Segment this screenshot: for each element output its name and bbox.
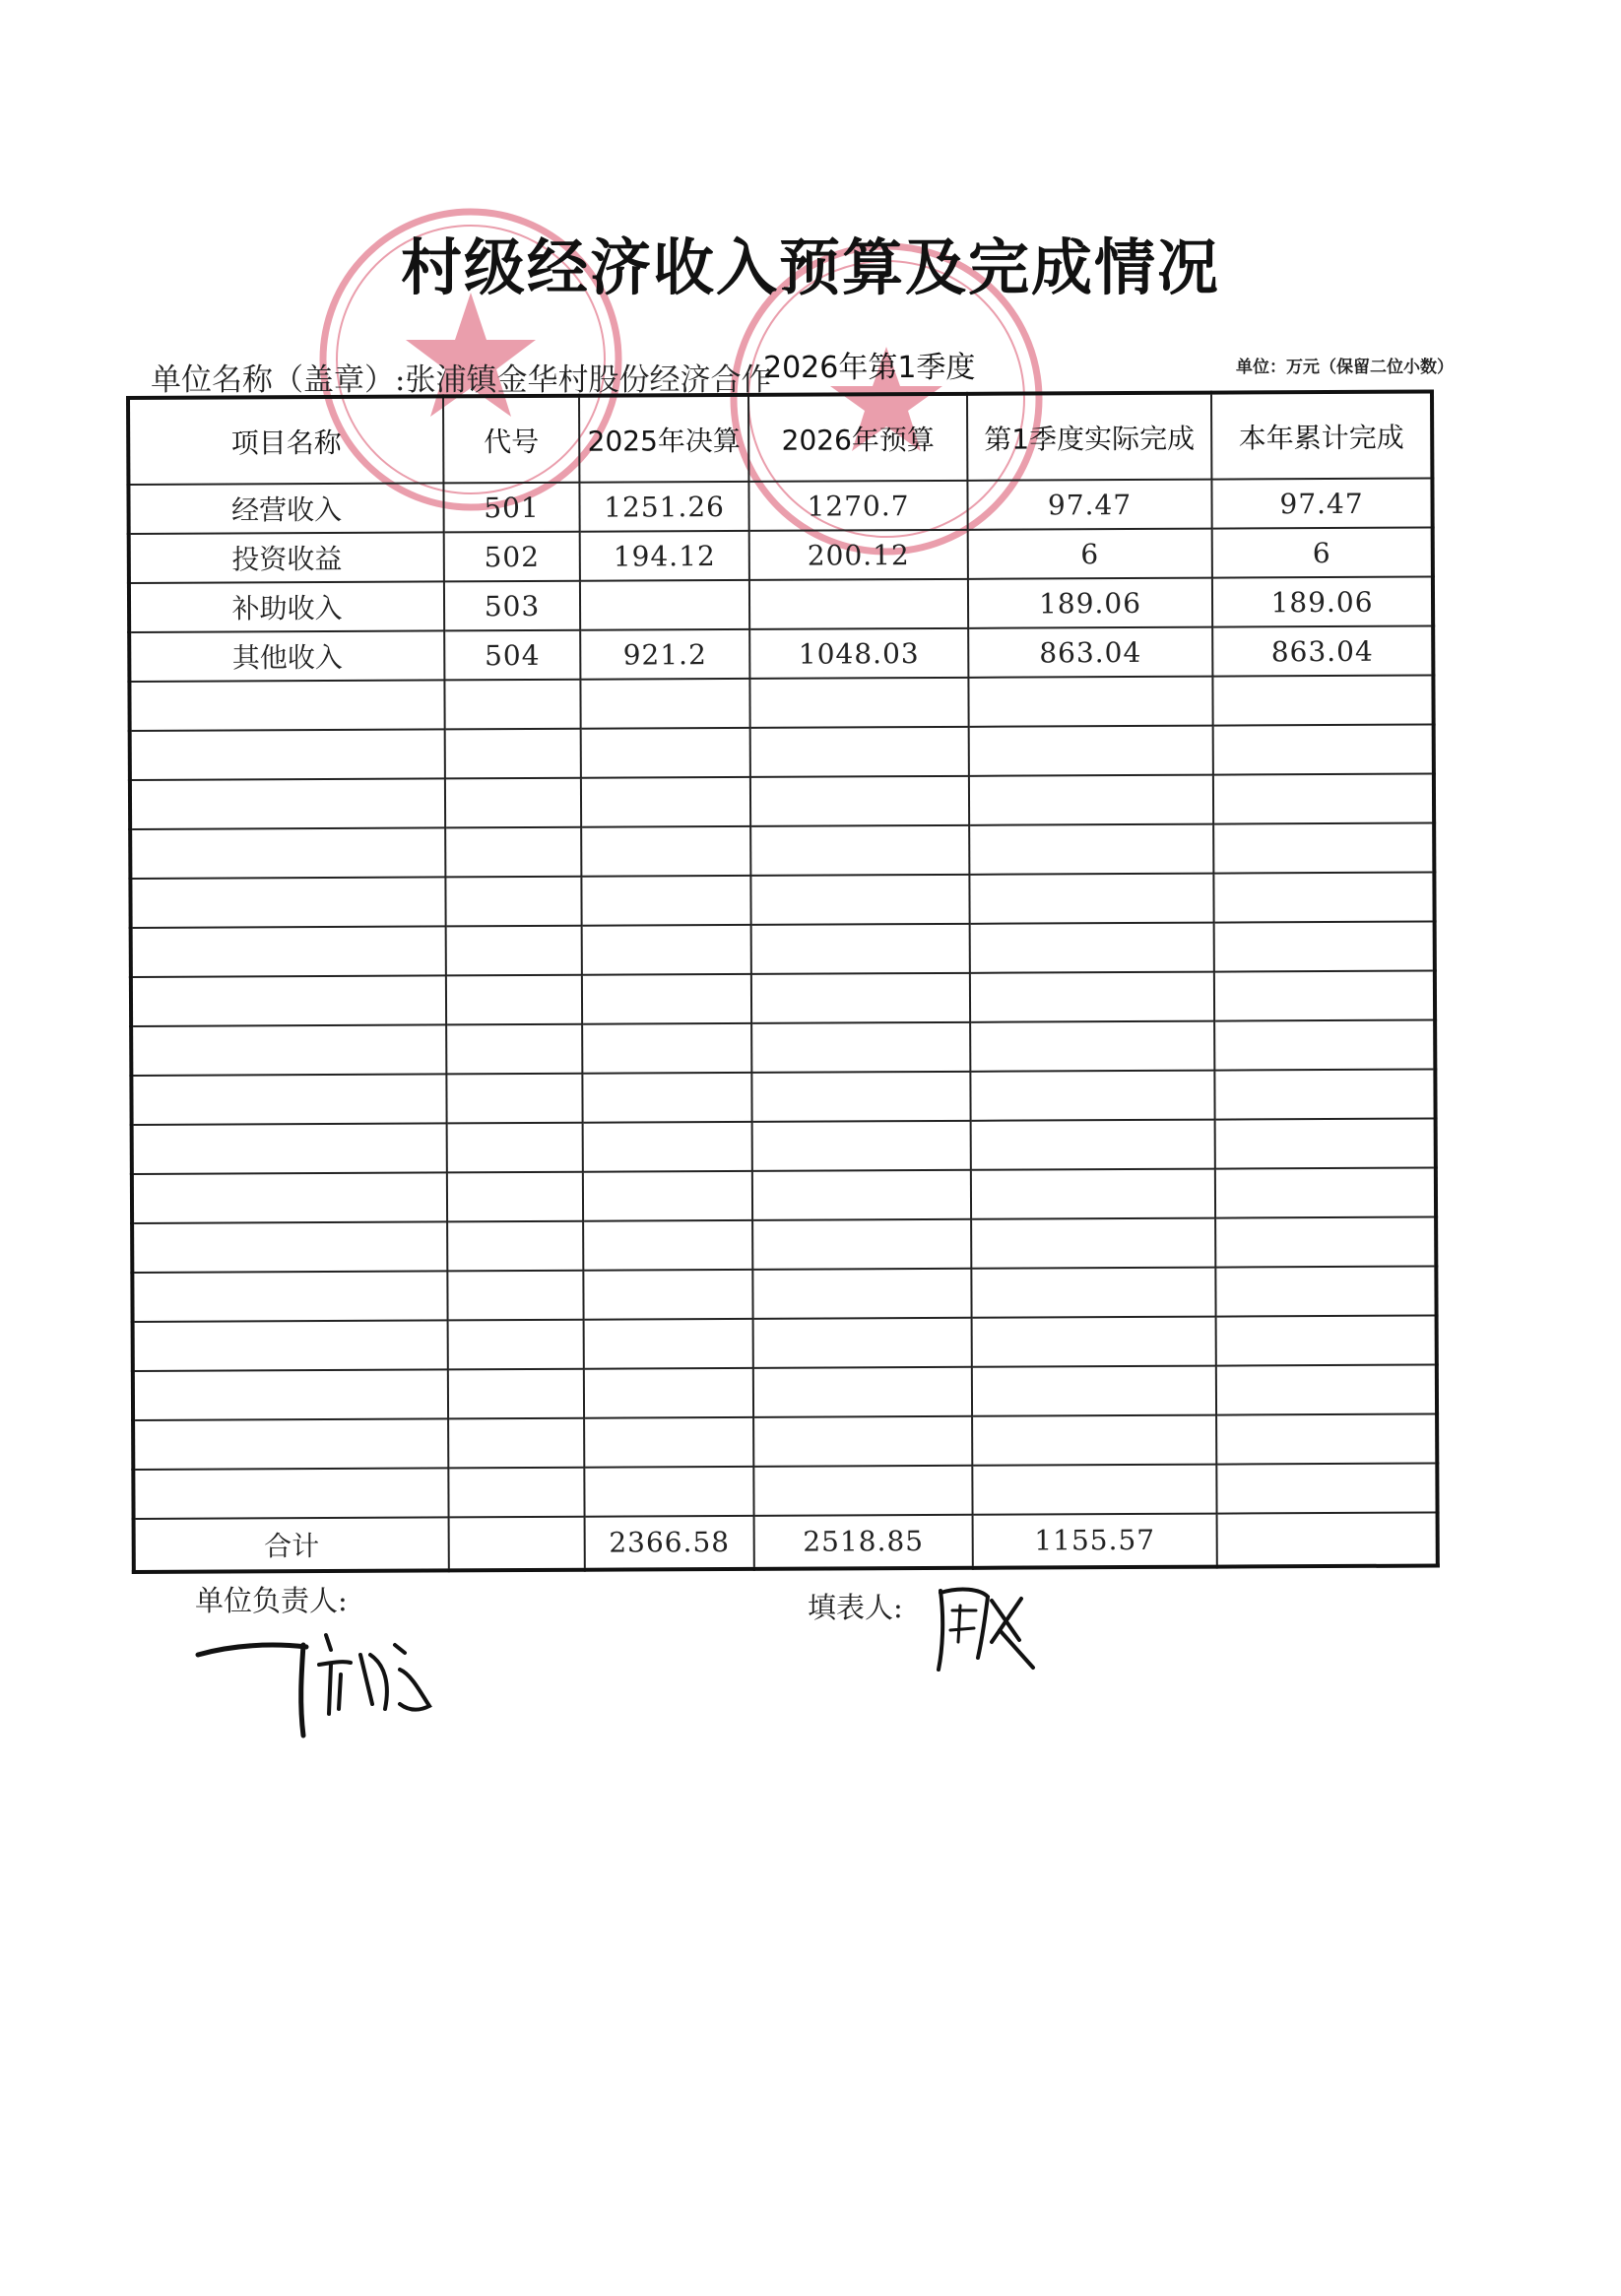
empty-cell	[130, 778, 445, 829]
empty-cell	[132, 1271, 447, 1322]
total-label: 合计	[134, 1517, 449, 1572]
empty-cell	[972, 1415, 1216, 1466]
header-budget-2026: 2026年预算	[748, 394, 967, 482]
header-final-2025: 2025年决算	[579, 395, 748, 483]
table-header-row	[128, 392, 1432, 485]
empty-cell	[581, 826, 750, 877]
table-row	[128, 479, 1432, 534]
final-2025: 921.2	[580, 629, 749, 680]
empty-cell	[582, 974, 751, 1024]
empty-table-row	[131, 1070, 1435, 1125]
empty-cell	[448, 1369, 584, 1419]
empty-cell	[131, 975, 446, 1026]
empty-cell	[1216, 1316, 1437, 1366]
ytd-total: 189.06	[1212, 577, 1433, 627]
ytd-total: 6	[1212, 528, 1433, 578]
unit-head-label: 单位负责人:	[195, 1584, 348, 1617]
empty-cell	[969, 775, 1213, 825]
header-q1-actual: 第1季度实际完成	[967, 393, 1211, 481]
empty-table-row	[133, 1464, 1437, 1519]
item-code: 503	[444, 581, 580, 631]
empty-cell	[752, 1219, 971, 1270]
empty-cell	[584, 1467, 753, 1517]
ytd-total: 863.04	[1212, 626, 1433, 677]
empty-cell	[448, 1468, 584, 1518]
empty-cell	[1214, 922, 1435, 972]
empty-cell	[584, 1319, 753, 1369]
empty-cell	[583, 1122, 752, 1172]
empty-cell	[969, 824, 1213, 875]
empty-cell	[129, 680, 444, 731]
empty-cell	[131, 1074, 446, 1125]
empty-cell	[584, 1368, 753, 1418]
empty-cell	[751, 1072, 970, 1122]
empty-cell	[132, 1172, 447, 1223]
empty-cell	[446, 975, 582, 1025]
empty-cell	[1213, 823, 1434, 874]
empty-table-row	[130, 725, 1434, 780]
empty-cell	[582, 1073, 751, 1123]
empty-table-row	[133, 1414, 1437, 1470]
empty-table-row	[132, 1168, 1436, 1223]
empty-cell	[133, 1369, 448, 1420]
item-name: 投资收益	[129, 532, 444, 583]
empty-cell	[1215, 1217, 1436, 1268]
empty-table-row	[132, 1217, 1436, 1273]
budget-2026: 1048.03	[749, 628, 968, 679]
empty-cell	[583, 1270, 752, 1320]
q1-actual: 97.47	[967, 480, 1211, 530]
unit-name: 单位名称（盖章）:张浦镇金华村股份经济合作	[151, 362, 772, 398]
empty-cell	[131, 1024, 446, 1076]
empty-cell	[581, 728, 750, 778]
empty-cell	[753, 1318, 972, 1368]
empty-cell	[968, 677, 1212, 727]
final-2025	[580, 580, 749, 630]
empty-table-row	[129, 676, 1433, 731]
empty-cell	[1214, 1020, 1435, 1071]
empty-cell	[751, 973, 970, 1023]
table-row	[129, 528, 1433, 583]
empty-cell	[132, 1123, 447, 1174]
item-code: 504	[444, 630, 580, 681]
empty-table-row	[131, 1020, 1435, 1076]
empty-cell	[581, 876, 750, 926]
empty-cell	[750, 825, 969, 876]
empty-cell	[581, 777, 750, 827]
empty-cell	[1215, 1267, 1436, 1317]
empty-cell	[753, 1367, 972, 1417]
empty-table-row	[131, 971, 1435, 1026]
empty-cell	[1216, 1414, 1437, 1465]
empty-cell	[583, 1171, 752, 1221]
empty-table-row	[131, 922, 1435, 977]
empty-cell	[750, 875, 969, 925]
empty-cell	[970, 972, 1214, 1022]
item-code: 502	[444, 532, 580, 582]
empty-cell	[970, 923, 1214, 973]
empty-cell	[972, 1465, 1216, 1515]
empty-cell	[1215, 1168, 1436, 1218]
total-q1-actual: 1155.57	[973, 1514, 1217, 1568]
total-ytd	[1217, 1513, 1438, 1567]
empty-table-row	[132, 1267, 1436, 1322]
empty-cell	[130, 729, 445, 780]
item-code: 501	[443, 483, 579, 533]
empty-table-row	[130, 873, 1434, 928]
ytd-total: 97.47	[1211, 479, 1432, 529]
header-item-name: 项目名称	[128, 396, 443, 485]
empty-cell	[1215, 1119, 1436, 1169]
empty-cell	[970, 1071, 1214, 1121]
table-total-row	[134, 1513, 1438, 1572]
empty-table-row	[133, 1316, 1437, 1371]
empty-cell	[447, 1221, 583, 1272]
empty-cell	[583, 1220, 752, 1271]
empty-cell	[447, 1123, 583, 1173]
empty-cell	[750, 727, 969, 777]
empty-cell	[130, 827, 445, 879]
reporting-period: 2026年第1季度	[763, 351, 976, 385]
budget-2026: 200.12	[749, 530, 968, 580]
budget-2026	[749, 579, 968, 629]
empty-cell	[445, 877, 581, 927]
empty-cell	[753, 1466, 972, 1516]
empty-table-row	[130, 774, 1434, 829]
preparer-label: 填表人:	[808, 1591, 903, 1624]
budget-table-wrap	[126, 390, 1436, 1568]
empty-cell	[971, 1169, 1215, 1219]
empty-cell	[1213, 873, 1434, 923]
empty-cell	[133, 1320, 448, 1371]
empty-cell	[972, 1366, 1216, 1416]
empty-cell	[444, 680, 580, 730]
q1-actual: 863.04	[968, 627, 1212, 678]
empty-cell	[751, 1022, 970, 1073]
empty-table-row	[130, 823, 1434, 879]
empty-cell	[753, 1416, 972, 1467]
empty-cell	[132, 1221, 447, 1273]
empty-cell	[446, 926, 582, 976]
empty-cell	[580, 679, 749, 729]
empty-cell	[133, 1418, 448, 1470]
table-row	[129, 577, 1433, 632]
empty-cell	[749, 678, 968, 728]
empty-table-row	[133, 1365, 1437, 1420]
empty-cell	[752, 1170, 971, 1220]
empty-cell	[582, 1023, 751, 1074]
header-code: 代号	[443, 396, 579, 484]
empty-cell	[1212, 676, 1433, 726]
budget-2026: 1270.7	[748, 481, 967, 531]
empty-cell	[1216, 1464, 1437, 1514]
empty-cell	[446, 1074, 582, 1124]
empty-cell	[131, 926, 446, 977]
total-budget-2026: 2518.85	[754, 1515, 973, 1569]
empty-cell	[448, 1418, 584, 1469]
empty-cell	[446, 1024, 582, 1075]
empty-cell	[1213, 725, 1434, 775]
preparer-signature	[931, 1571, 1039, 1679]
empty-cell	[445, 827, 581, 878]
empty-cell	[969, 874, 1213, 924]
item-name: 经营收入	[128, 483, 443, 534]
empty-cell	[969, 726, 1213, 776]
empty-cell	[447, 1172, 583, 1222]
empty-cell	[445, 729, 581, 779]
empty-cell	[971, 1268, 1215, 1318]
empty-cell	[972, 1317, 1216, 1367]
empty-cell	[1213, 774, 1434, 824]
q1-actual: 189.06	[968, 578, 1212, 628]
empty-cell	[971, 1120, 1215, 1170]
empty-cell	[133, 1468, 448, 1519]
q1-actual: 6	[968, 529, 1212, 579]
table-row	[129, 626, 1433, 682]
empty-cell	[752, 1269, 971, 1319]
empty-table-row	[132, 1119, 1436, 1174]
empty-cell	[448, 1320, 584, 1370]
empty-cell	[582, 925, 751, 975]
empty-cell	[130, 877, 445, 928]
empty-cell	[584, 1417, 753, 1468]
header-ytd: 本年累计完成	[1211, 392, 1432, 480]
empty-cell	[447, 1271, 583, 1321]
empty-cell	[970, 1021, 1214, 1072]
empty-cell	[1216, 1365, 1437, 1415]
empty-cell	[445, 778, 581, 828]
empty-cell	[1214, 1070, 1435, 1120]
empty-cell	[971, 1218, 1215, 1269]
empty-cell	[751, 924, 970, 974]
item-name: 其他收入	[129, 630, 444, 682]
empty-cell	[752, 1121, 971, 1171]
unit-note: 单位：万元（保留二位小数）	[1236, 358, 1454, 377]
unit-head-signature	[193, 1615, 449, 1743]
empty-cell	[1214, 971, 1435, 1021]
item-name: 补助收入	[129, 581, 444, 632]
final-2025: 1251.26	[579, 482, 748, 532]
empty-cell	[750, 776, 969, 826]
total-final-2025: 2366.58	[585, 1516, 754, 1570]
document-title: 村级经济收入预算及完成情况	[400, 231, 1220, 303]
budget-table	[126, 390, 1440, 1574]
final-2025: 194.12	[580, 531, 749, 581]
total-code	[449, 1517, 585, 1571]
